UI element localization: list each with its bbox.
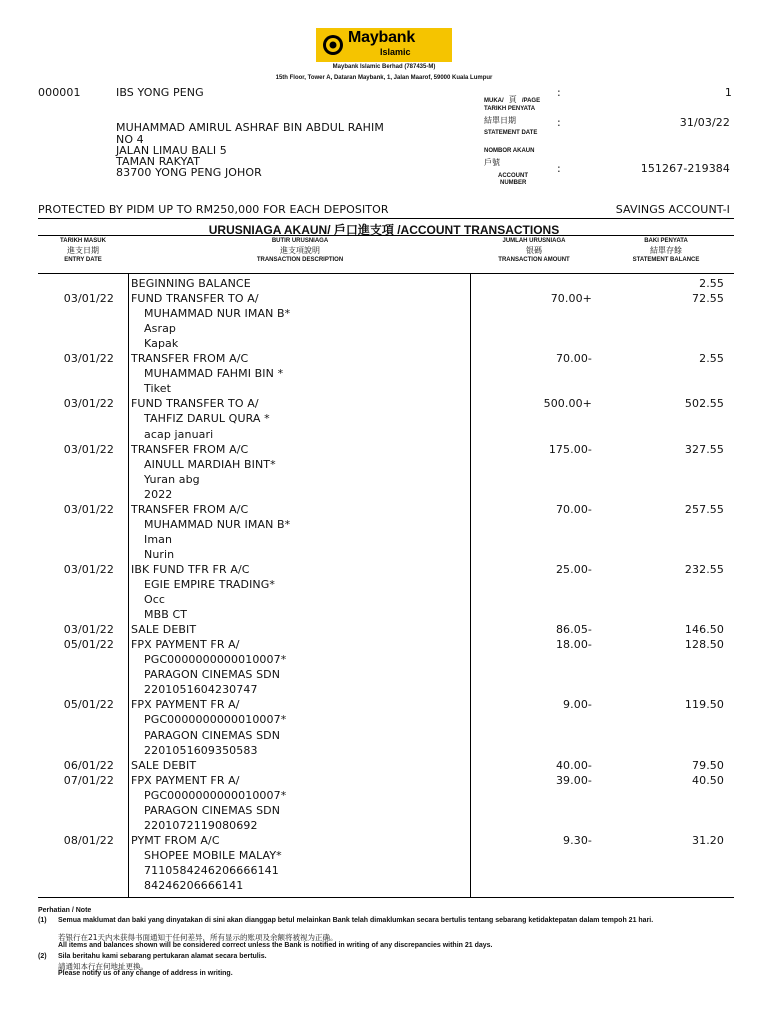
statement-date-label-en: STATEMENT DATE xyxy=(484,130,538,136)
transaction-date: 03/01/22 xyxy=(63,502,114,516)
header-title-rule xyxy=(38,235,734,236)
statement-date-value: 31/03/22 xyxy=(679,116,730,129)
column-header-balance: BAKI PENYATA 結單存餘 STATEMENT BALANCE xyxy=(632,238,700,263)
page-label: MUKA/ 頁 /PAGE xyxy=(484,95,541,104)
statement-date-colon: : xyxy=(557,116,561,129)
transaction-balance: 232.55 xyxy=(684,562,724,576)
transaction-date: 06/01/22 xyxy=(63,758,114,772)
transaction-date: 03/01/22 xyxy=(63,352,114,366)
transaction-amount: 40.00- xyxy=(555,758,592,772)
column-divider xyxy=(128,273,129,897)
note-1-malay: Semua maklumat dan baki yang dinyatakan di sini akan dianggap betul melainkan Bank telah dimaklumkan secara bertulis tentang sebarang ketidaktepatan dalam tempoh 21 hari. xyxy=(58,917,654,924)
branch-code: 000001 xyxy=(38,86,81,99)
transaction-detail: Nurin xyxy=(144,547,175,561)
transaction-description: TRANSFER FROM A/C xyxy=(131,352,249,366)
transaction-description: TRANSFER FROM A/C xyxy=(131,502,249,516)
transaction-balance: 72.55 xyxy=(692,292,724,306)
transaction-balance: 2.55 xyxy=(699,352,724,366)
transaction-description: FPX PAYMENT FR A/ xyxy=(131,698,240,712)
transaction-detail: PARAGON CINEMAS SDN xyxy=(144,668,281,682)
transaction-detail: EGIE EMPIRE TRADING* xyxy=(144,578,275,591)
transaction-detail: Kapak xyxy=(144,337,179,351)
transaction-detail: Occ xyxy=(144,593,166,607)
customer-address-line: TAMAN RAKYAT xyxy=(116,155,201,168)
transaction-date: 03/01/22 xyxy=(63,397,114,411)
transaction-date: 03/01/22 xyxy=(63,292,114,306)
transaction-description: TRANSFER FROM A/C xyxy=(131,442,249,456)
transaction-balance: 128.50 xyxy=(684,638,724,652)
customer-address-line: NO 4 xyxy=(116,133,144,146)
transaction-amount: 25.00- xyxy=(555,562,592,576)
header-top-rule xyxy=(38,218,734,219)
transaction-description: PYMT FROM A/C xyxy=(131,833,220,847)
transaction-balance: 79.50 xyxy=(692,758,724,772)
transaction-detail: Yuran abg xyxy=(144,472,200,486)
logo-brand-text: Maybank xyxy=(348,29,416,46)
customer-address-line: 83700 YONG PENG JOHOR xyxy=(116,166,262,179)
transaction-amount: 39.00- xyxy=(555,773,592,787)
transaction-amount: 70.00- xyxy=(555,352,592,366)
transaction-amount: 9.30- xyxy=(563,833,592,847)
transaction-amount: 9.00- xyxy=(563,698,592,712)
account-number-label-en: NUMBER xyxy=(500,180,527,186)
column-header-amount: JUMLAH URUSNIAGA 银碼 TRANSACTION AMOUNT xyxy=(498,238,570,263)
page-value: 1 xyxy=(724,86,732,99)
transaction-balance: 40.50 xyxy=(692,773,724,787)
customer-address-line: JALAN LIMAU BALI 5 xyxy=(116,144,227,157)
transaction-detail: MUHAMMAD NUR IMAN B* xyxy=(144,307,291,321)
note-1-cjk: 若银行在21天内未获得书面通知于任何差异，所有显示的账项及余额将被视为正确。 xyxy=(58,933,338,942)
account-type: SAVINGS ACCOUNT-I xyxy=(615,203,730,216)
transaction-description: SALE DEBIT xyxy=(131,623,197,637)
pidm-protection-text: PROTECTED BY PIDM UP TO RM250,000 FOR EACH DEPOSITOR xyxy=(38,203,389,216)
bank-address-line: 15th Floor, Tower A, Dataran Maybank, 1, Jalan Maarof, 59000 Kuala Lumpur xyxy=(275,75,493,81)
notes-title: Perhatian / Note xyxy=(38,907,92,914)
transaction-detail: PGC0000000000010007* xyxy=(144,653,287,667)
note-2-malay: Sila beritahu kami sebarang pertukaran alamat secara bertulis. xyxy=(58,953,267,960)
transaction-amount: 175.00- xyxy=(548,442,592,456)
transaction-detail: MBB CT xyxy=(144,608,188,622)
transaction-balance: 146.50 xyxy=(684,623,724,637)
tiger-emblem-icon xyxy=(322,34,344,56)
transaction-detail: Asrap xyxy=(144,322,177,336)
transaction-detail: PARAGON CINEMAS SDN xyxy=(144,728,281,742)
column-header-entry-date: TARIKH MASUK 進支日期 ENTRY DATE xyxy=(60,238,106,263)
transaction-detail: SHOPEE MOBILE MALAY* xyxy=(144,848,282,862)
note-2-english: Please notify us of any change of address in writing. xyxy=(58,970,233,977)
transaction-balance: 502.55 xyxy=(684,397,724,411)
note-number: (1) xyxy=(38,917,47,924)
transaction-description: FUND TRANSFER TO A/ xyxy=(131,397,259,411)
transaction-description: IBK FUND TFR FR A/C xyxy=(131,562,250,576)
transaction-date: 08/01/22 xyxy=(63,833,114,847)
transaction-date: 07/01/22 xyxy=(63,773,114,787)
transaction-detail: MUHAMMAD NUR IMAN B* xyxy=(144,517,291,531)
transaction-amount: 500.00+ xyxy=(543,397,592,411)
transaction-detail: PGC0000000000010007* xyxy=(144,713,287,727)
transaction-detail: 2201051609350583 xyxy=(144,743,258,757)
transaction-amount: 70.00+ xyxy=(550,292,592,306)
transaction-amount: 86.05- xyxy=(555,623,592,637)
transaction-detail: 2201051604230747 xyxy=(144,683,258,697)
transaction-date: 03/01/22 xyxy=(63,442,114,456)
note-2-cjk: 請通知本行在何地址更換。 xyxy=(58,962,148,971)
statement-date-label-cjk: 結單日期 xyxy=(484,116,516,125)
logo-sub-text: Islamic xyxy=(380,47,411,57)
account-number-label-cjk: 戶號 xyxy=(484,158,500,167)
transaction-description: FPX PAYMENT FR A/ xyxy=(131,773,240,787)
transaction-detail: 2022 xyxy=(144,487,173,501)
transaction-date: 05/01/22 xyxy=(63,698,114,712)
beginning-balance-label: BEGINNING BALANCE xyxy=(131,277,251,290)
transaction-detail: acap januari xyxy=(144,427,214,441)
transaction-balance: 119.50 xyxy=(684,698,724,712)
transaction-amount: 18.00- xyxy=(555,638,592,652)
note-1-english: All items and balances shown will be considered correct unless the Bank is notified in writing of any discrepancies within 21 days. xyxy=(58,942,493,949)
transaction-detail: 84246206666141 xyxy=(144,879,244,892)
transaction-detail: AINULL MARDIAH BINT* xyxy=(144,457,276,471)
transaction-detail: 2201072119080692 xyxy=(144,818,258,832)
account-number-colon: : xyxy=(557,162,561,175)
transaction-detail: PARAGON CINEMAS SDN xyxy=(144,803,281,817)
account-number-label-malay: NOMBOR AKAUN xyxy=(484,148,535,154)
maybank-islamic-logo xyxy=(316,28,452,62)
column-header-description: BUTIR URUSNIAGA 進支項說明 TRANSACTION DESCRIPTION xyxy=(256,238,344,263)
account-number-label-en: ACCOUNT xyxy=(498,173,528,179)
table-bottom-rule xyxy=(38,897,734,898)
transaction-detail: MUHAMMAD FAHMI BIN * xyxy=(144,367,284,381)
account-number-value: 151267-219384 xyxy=(640,162,730,175)
note-number: (2) xyxy=(38,953,47,960)
branch-name: IBS YONG PENG xyxy=(116,86,204,99)
transaction-balance: 327.55 xyxy=(684,442,724,456)
transaction-description: FPX PAYMENT FR A/ xyxy=(131,638,240,652)
column-header-rule xyxy=(38,273,734,274)
transaction-detail: PGC0000000000010007* xyxy=(144,788,287,802)
page-colon: : xyxy=(557,86,561,99)
transaction-detail: Tiket xyxy=(144,382,171,396)
bank-name-line: Maybank Islamic Berhad (787435-M) xyxy=(332,64,436,70)
transaction-date: 03/01/22 xyxy=(63,623,114,637)
section-title: URUSNIAGA AKAUN/ 戶口進支項 /ACCOUNT TRANSACTIONS xyxy=(208,223,560,237)
statement-date-label-malay: TARIKH PENYATA xyxy=(484,106,536,112)
transaction-balance: 31.20 xyxy=(692,833,724,847)
transaction-description: SALE DEBIT xyxy=(131,758,197,772)
transaction-detail: Iman xyxy=(144,532,173,546)
customer-name: MUHAMMAD AMIRUL ASHRAF BIN ABDUL RAHIM xyxy=(116,121,384,134)
transaction-detail: 7110584246206666141 xyxy=(144,863,279,877)
transaction-description: FUND TRANSFER TO A/ xyxy=(131,292,259,306)
beginning-balance-value: 2.55 xyxy=(699,277,724,290)
transaction-date: 03/01/22 xyxy=(63,562,114,576)
transaction-balance: 257.55 xyxy=(684,502,724,516)
transaction-amount: 70.00- xyxy=(555,502,592,516)
transaction-date: 05/01/22 xyxy=(63,638,114,652)
column-divider xyxy=(470,273,471,897)
transaction-detail: TAHFIZ DARUL QURA * xyxy=(144,412,270,426)
